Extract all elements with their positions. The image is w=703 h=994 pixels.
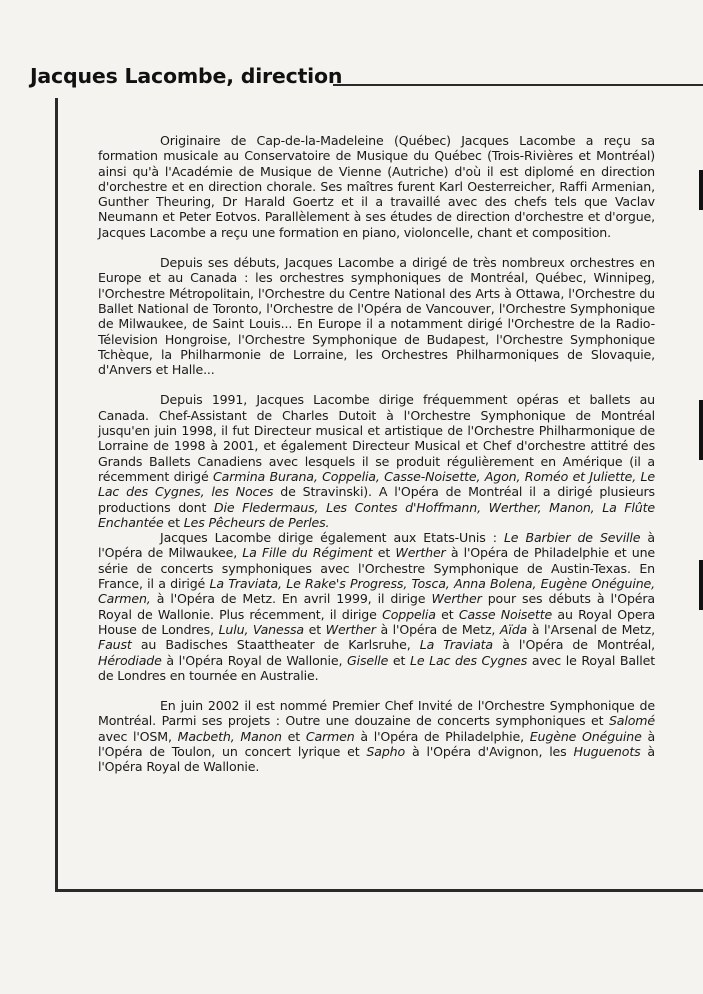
italic-title-text: Le Barbier de Seville: [503, 530, 641, 546]
italic-title-text: Werther: [395, 545, 446, 561]
paragraph-text: Depuis ses débuts, Jacques Lacombe a dirigé de très nombreux orchestres en Europe et au Canada : les orchestres symphoniques de Montréal, Québec, Winnipeg, l'Orchestre Métropolitain, l'Orchestre du Centre National des Arts à Ottawa, l'Orchestre du Ballet National de Toronto, l'Orchestre de l'Opéra de Vancouver, l'Orchestre Symphonique de Milwaukee, de Saint Louis... En Europe il a notamment dirigé l'Orchestre de la Radio-Télevision Hongroise, l'Orchestre Symphonique de Budapest, l'Orchestre Symphonique Tchèque, la Philharmonie de Lorraine, les Orchestres Philharmoniques de Slovaquie, d'Anvers et Halle...: [98, 255, 655, 378]
italic-title-text: Giselle: [346, 652, 389, 668]
paragraph-text: et: [281, 728, 306, 744]
italic-title-text: Casse Noisette: [458, 606, 553, 622]
paragraph-text: avec l'OSM,: [98, 728, 178, 744]
paragraph-text: à l'Opéra de Montréal,: [493, 637, 655, 653]
paragraph-text: à l'Opéra Royal de Wallonie.: [98, 743, 656, 775]
paragraph-text: et: [435, 606, 459, 622]
paragraph-text: En juin 2002 il est nommé Premier Chef Invité de l'Orchestre Symphonique de Montréal. Parmi ses projets : Outre une douzaine de concerts symphoniques et: [98, 698, 655, 729]
paragraph-text: à l'Opéra de Metz. En avril 1999, il dirige: [150, 591, 432, 607]
italic-title-text: Salomé: [608, 713, 655, 729]
scan-edge-mark: [699, 170, 703, 210]
paragraph-text: à l'Opéra de Toulon, un concert lyrique et: [98, 728, 656, 759]
bottom-border-rule: [55, 889, 703, 892]
italic-title-text: Le Lac des Cygnes: [409, 652, 528, 668]
page-title: Jacques Lacombe, direction: [30, 64, 343, 88]
italic-title-text: Eugène Onéguine: [529, 728, 642, 744]
italic-title-text: Huguenots: [573, 743, 641, 759]
paragraph-text: à l'Opéra de Philadelphie et une série de concerts symphoniques avec l'Orchestre Symphonique de Austin-Texas. En France, il a dirigé: [98, 545, 656, 592]
paragraph-text: Jacques Lacombe dirige également aux Etats-Unis :: [160, 530, 504, 546]
italic-title-text: Macbeth, Manon: [177, 728, 282, 744]
paragraph-text: à l'Opéra de Milwaukee,: [98, 530, 655, 561]
paragraph-text: à l'Opéra d'Avignon, les: [405, 743, 574, 759]
paragraph-text: et: [388, 652, 410, 668]
scan-edge-mark: [699, 400, 703, 460]
italic-title-text: Lulu, Vanessa: [218, 621, 304, 637]
italic-title-text: Hérodiade: [98, 652, 162, 668]
paragraph-text: pour ses débuts à l'Opéra Royal de Wallonie. Plus récemment, il dirige: [98, 591, 655, 622]
italic-title-text: Werther: [431, 591, 482, 607]
paragraph-text: Originaire de Cap-de-la-Madeleine (Québec) Jacques Lacombe a reçu sa formation musicale au Conservatoire de Musique du Québec (Trois-Rivières et Montréal) ainsi qu'à l'Académie de Musique de Vienne (Autriche) d'où il est diplomé en direction d'orchestre et en direction chorale. Ses maîtres furent Karl Oesterreicher, Raffi Armenian, Gunther Theuring, Dr Harald Goertz et il a travaillé avec des chefs tels que Vaclav Neumann et Peter Eotvos. Parallèlement à ses études de direction d'orchestre et d'orgue, Jacques Lacombe a reçu une formation en piano, violoncelle, chant et composition.: [98, 133, 655, 240]
paragraph: [98, 255, 655, 377]
paragraph-text: au Royal Opera House de Londres,: [98, 606, 656, 637]
paragraph-text: Depuis 1991, Jacques Lacombe dirige fréquemment opéras et ballets au Canada. Chef-Assistant de Charles Dutoit à l'Orchestre Symphonique de Montréal jusqu'en juin 1998, il fut Directeur musical et artistique de l'Orchestre Philharmonique de Lorraine de 1998 à 2001, et également Directeur Musical et Chef d'orchestre attitré des Grands Ballets Canadiens avec lesquels il se produit régulièrement en Amérique (il a récemment dirigé: [98, 392, 655, 484]
paragraph: [98, 698, 655, 774]
paragraph-text: au Badisches Staattheater de Karlsruhe,: [131, 637, 420, 653]
italic-title-text: La Traviata, Le Rake's Progress, Tosca, Anna Bolena, Eugène Onéguine, Carmen,: [98, 576, 655, 607]
paragraph-text: à l'Opéra de Metz,: [375, 621, 500, 637]
italic-title-text: les Noces: [211, 484, 274, 500]
scan-edge-mark: [699, 560, 703, 610]
paragraph-text: de Stravinski). A l'Opéra de Montréal il a dirigé plusieurs productions dont: [98, 484, 655, 515]
italic-title-text: Sapho: [366, 743, 406, 759]
paragraph: [98, 392, 655, 530]
italic-title-text: Carmen: [305, 728, 355, 744]
paragraph: [98, 133, 655, 240]
paragraph-text: et: [303, 621, 326, 637]
italic-title-text: Aïda: [499, 621, 528, 637]
paragraph-text: avec le Royal Ballet de Londres en tournée en Australie.: [98, 652, 655, 683]
paragraph-text: à l'Arsenal de Metz,: [527, 621, 655, 637]
paragraph-text: et: [372, 545, 396, 561]
italic-title-text: Les Pêcheurs de Perles.: [183, 514, 330, 530]
italic-title-text: La Traviata: [419, 637, 493, 653]
paragraph-text: à l'Opéra Royal de Wallonie,: [161, 652, 347, 668]
italic-title-text: Werther: [325, 621, 376, 637]
biography-text: [98, 133, 655, 775]
paragraph-text: à l'Opéra de Philadelphie,: [354, 728, 530, 744]
italic-title-text: La Fille du Régiment: [242, 545, 373, 561]
italic-title-text: Faust: [98, 637, 132, 653]
italic-title-text: Carmina Burana, Coppelia, Casse-Noisette, Agon, Roméo et Juliette, Le Lac des Cygnes,: [98, 468, 655, 500]
title-rule: [333, 84, 703, 86]
left-border-rule: [55, 98, 58, 891]
italic-title-text: Die Fledermaus, Les Contes d'Hoffmann, Werther, Manon, La Flûte Enchantée: [98, 499, 655, 530]
italic-title-text: Coppelia: [382, 606, 436, 622]
paragraph: [98, 530, 655, 683]
paragraph-text: et: [163, 514, 184, 530]
